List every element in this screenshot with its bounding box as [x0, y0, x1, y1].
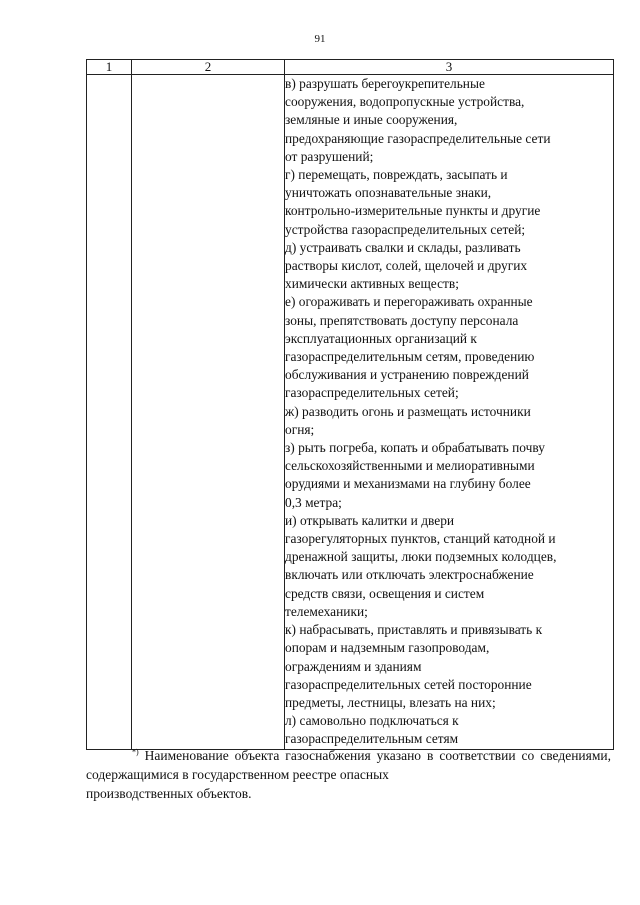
prohibition-line: средств связи, освещения и систем	[285, 585, 485, 601]
prohibition-line: ограждениям и зданиям	[285, 658, 422, 674]
prohibition-line: сооружения, водопропускные устройства,	[285, 94, 525, 110]
table-cell-col3-prohibitions	[285, 75, 614, 750]
prohibition-line: газораспределительных сетей посторонние	[285, 676, 532, 692]
prohibition-line: д) устраивать свалки и склады, разливать	[285, 239, 521, 255]
prohibition-line: огня;	[285, 421, 315, 437]
prohibition-line: сельскохозяйственными и мелиоративными	[285, 458, 535, 474]
footnote-last-line: производственных объектов.	[86, 786, 252, 801]
prohibition-line: земляные и иные сооружения,	[285, 112, 458, 128]
footnote	[86, 746, 611, 803]
prohibition-line: дренажной защиты, люки подземных колодцев,	[285, 549, 557, 565]
prohibition-line: телемеханики;	[285, 603, 368, 619]
prohibition-line: газорегуляторных пунктов, станций катодной и	[285, 531, 556, 547]
prohibition-line: ж) разводить огонь и размещать источники	[285, 403, 531, 419]
prohibition-line: предохраняющие газораспределительные сети	[285, 130, 551, 146]
prohibition-line: устройства газораспределительных сетей;	[285, 221, 526, 237]
column-header-2: 2	[132, 60, 285, 75]
prohibition-line: зоны, препятствовать доступу персонала	[285, 312, 519, 328]
footnote-paragraph	[86, 746, 611, 784]
prohibition-line: 0,3 метра;	[285, 494, 342, 510]
prohibition-line: растворы кислот, солей, щелочей и других	[285, 258, 528, 274]
prohibition-line: контрольно-измерительные пункты и другие	[285, 203, 541, 219]
prohibition-line: химически активных веществ;	[285, 276, 459, 292]
prohibition-line: газораспределительных сетей;	[285, 385, 459, 401]
prohibition-line: газораспределительным сетям	[285, 731, 459, 747]
prohibition-line: и) открывать калитки и двери	[285, 512, 455, 528]
table-row	[87, 75, 614, 750]
prohibition-line: газораспределительным сетям, проведению	[285, 349, 535, 365]
prohibition-line: е) огораживать и перегораживать охранные	[285, 294, 533, 310]
table-header-row	[87, 60, 614, 75]
prohibition-line: орудиями и механизмами на глубину более	[285, 476, 531, 492]
prohibition-line: включать или отключать электроснабжение	[285, 567, 534, 583]
prohibition-line: эксплуатационных организаций к	[285, 330, 477, 346]
column-header-3: 3	[285, 60, 614, 75]
footnote-text: Наименование объекта газоснабжения указано в соответствии со сведениями, содержащимися в государственном реестре опасных	[86, 748, 611, 782]
prohibition-line: к) набрасывать, приставлять и привязывать к	[285, 622, 543, 638]
prohibition-line: от разрушений;	[285, 148, 374, 164]
prohibition-line: предметы, лестницы, влезать на них;	[285, 694, 496, 710]
prohibition-line: з) рыть погреба, копать и обрабатывать почву	[285, 440, 545, 456]
table-cell-col2	[132, 75, 285, 750]
page-number: 91	[314, 33, 326, 45]
prohibitions-table	[86, 59, 614, 750]
table-cell-col1	[87, 75, 132, 750]
footnote-marker: *)	[132, 747, 139, 757]
prohibition-line: опорам и надземным газопроводам,	[285, 640, 490, 656]
column-header-1: 1	[87, 60, 132, 75]
prohibition-line: л) самовольно подключаться к	[285, 713, 459, 729]
prohibition-line: г) перемещать, повреждать, засыпать и	[285, 167, 508, 183]
prohibition-line: уничтожать опознавательные знаки,	[285, 185, 492, 201]
prohibition-line: обслуживания и устранению повреждений	[285, 367, 529, 383]
prohibition-line: в) разрушать берегоукрепительные	[285, 76, 485, 91]
